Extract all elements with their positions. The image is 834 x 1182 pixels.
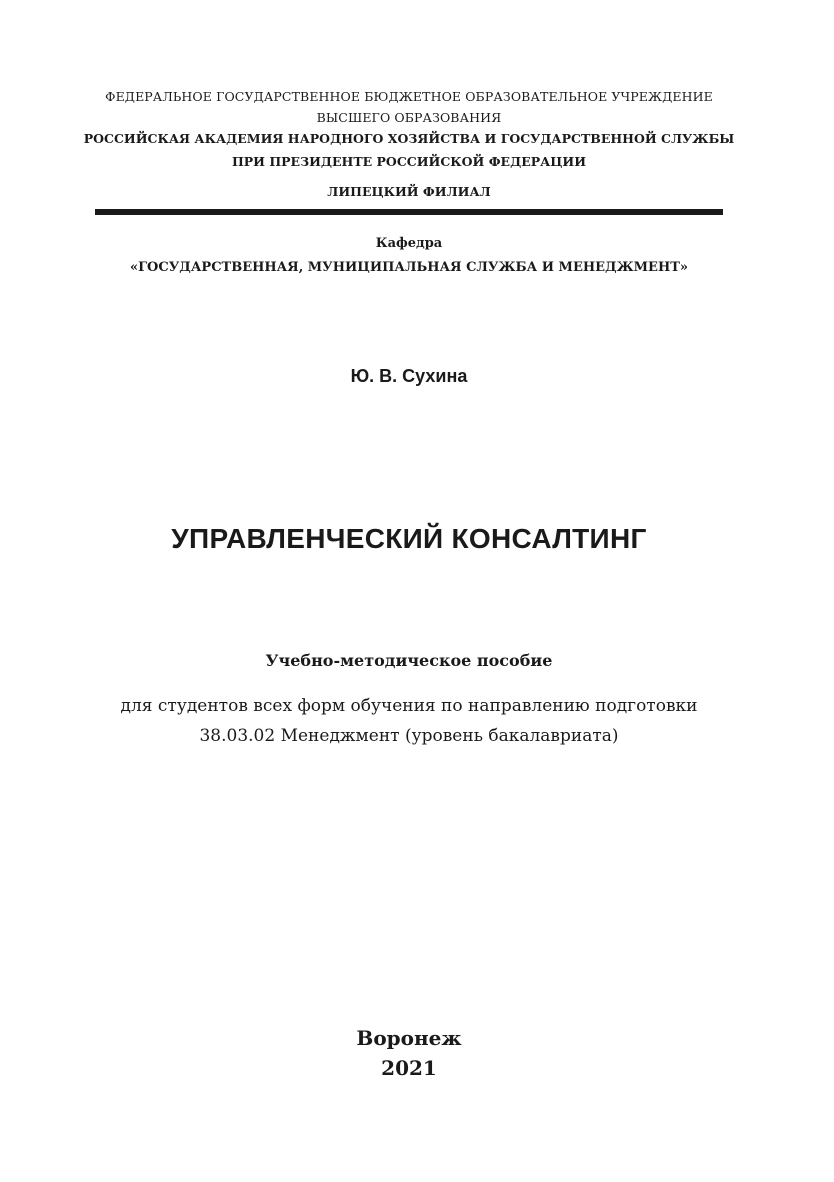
- branch-name: ЛИПЕЦКИЙ ФИЛИАЛ: [327, 184, 491, 199]
- author-name: Ю. В. Сухина: [350, 366, 468, 386]
- description-line-1: для студентов всех форм обучения по направлению подготовки: [120, 696, 698, 716]
- header-line-4: ПРИ ПРЕЗИДЕНТЕ РОССИЙСКОЙ ФЕДЕРАЦИИ: [231, 154, 587, 169]
- header-line-2: ВЫСШЕГО ОБРАЗОВАНИЯ: [316, 110, 502, 125]
- header-line-1: ФЕДЕРАЛЬНОЕ ГОСУДАРСТВЕННОЕ БЮДЖЕТНОЕ ОБРАЗОВАТЕЛЬНОЕ УЧРЕЖДЕНИЕ: [105, 89, 713, 104]
- header-line-3: РОССИЙСКАЯ АКАДЕМИЯ НАРОДНОГО ХОЗЯЙСТВА И ГОСУДАРСТВЕННОЙ СЛУЖБЫ: [83, 131, 735, 146]
- imprint-year: 2021: [381, 1056, 437, 1080]
- imprint-city: Воронеж: [356, 1026, 462, 1050]
- document-subtitle: Учебно-методическое пособие: [265, 651, 553, 670]
- department-label: Кафедра: [375, 236, 443, 251]
- header-divider: [95, 209, 723, 215]
- department-name: «ГОСУДАРСТВЕННАЯ, МУНИЦИПАЛЬНАЯ СЛУЖБА И МЕНЕДЖМЕНТ»: [129, 260, 689, 275]
- description-line-2: 38.03.02 Менеджмент (уровень бакалавриата): [199, 726, 619, 746]
- document-title: УПРАВЛЕНЧЕСКИЙ КОНСАЛТИНГ: [171, 523, 647, 554]
